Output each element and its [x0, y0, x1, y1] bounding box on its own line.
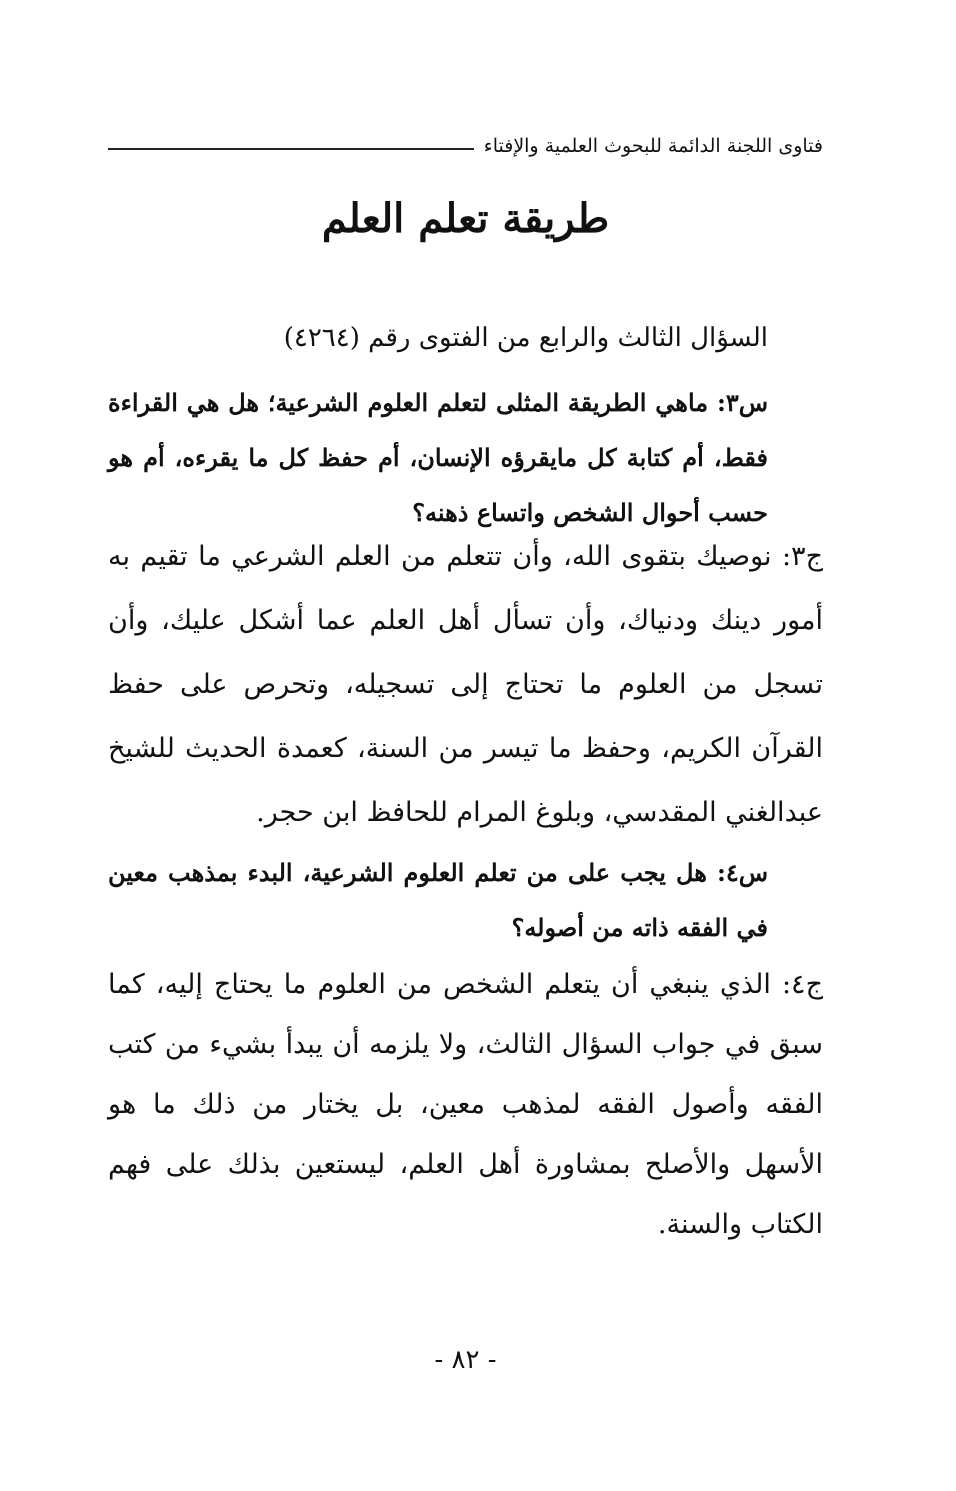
- header-rule: [108, 148, 474, 150]
- section-title: طريقة تعلم العلم: [321, 195, 610, 242]
- question-3: س٣: ماهي الطريقة المثلى لتعلم العلوم الشرعية؛ هل هي القراءة فقط، أم كتابة كل مايقرؤه الإنسان، أم حفظ كل ما يقرءه، أم هو حسب أحوال الشخص واتساع ذهنه؟: [108, 388, 768, 527]
- answer-3: ج٣: نوصيك بتقوى الله، وأن تتعلم من العلم الشرعي ما تقيم به أمور دينك ودنياك، وأن تسأل أهل العلم عما أشكل عليك، وأن تسجل من العلوم ما تحتاج إلى تسجيله، وتحرص على حفظ القرآن الكريم، وحفظ ما تيسر من السنة، كعمدة الحديث للشيخ عبدالغني المقدسي، وبلوغ المرام للحافظ ابن حجر.: [108, 541, 823, 828]
- fatwa-reference: السؤال الثالث والرابع من الفتوى رقم (٤٢٦٤): [283, 323, 768, 353]
- running-header: [108, 128, 823, 164]
- question-4: س٤: هل يجب على من تعلم العلوم الشرعية، البدء بمذهب معين في الفقه ذاته من أصوله؟: [108, 858, 768, 942]
- answer-4: ج٤: الذي ينبغي أن يتعلم الشخص من العلوم ما يحتاج إليه، كما سبق في جواب السؤال الثالث، ولا يلزمه أن يبدأ بشيء من كتب الفقه وأصول الفقه لمذهب معين، بل يختار من ذلك ما هو الأسهل والأصلح بمشاورة أهل العلم، ليستعين بذلك على فهم الكتاب والسنة.: [108, 969, 823, 1240]
- page-number: - ٨٢ -: [434, 1345, 497, 1375]
- running-title: فتاوى اللجنة الدائمة للبحوث العلمية والإفتاء: [483, 135, 823, 157]
